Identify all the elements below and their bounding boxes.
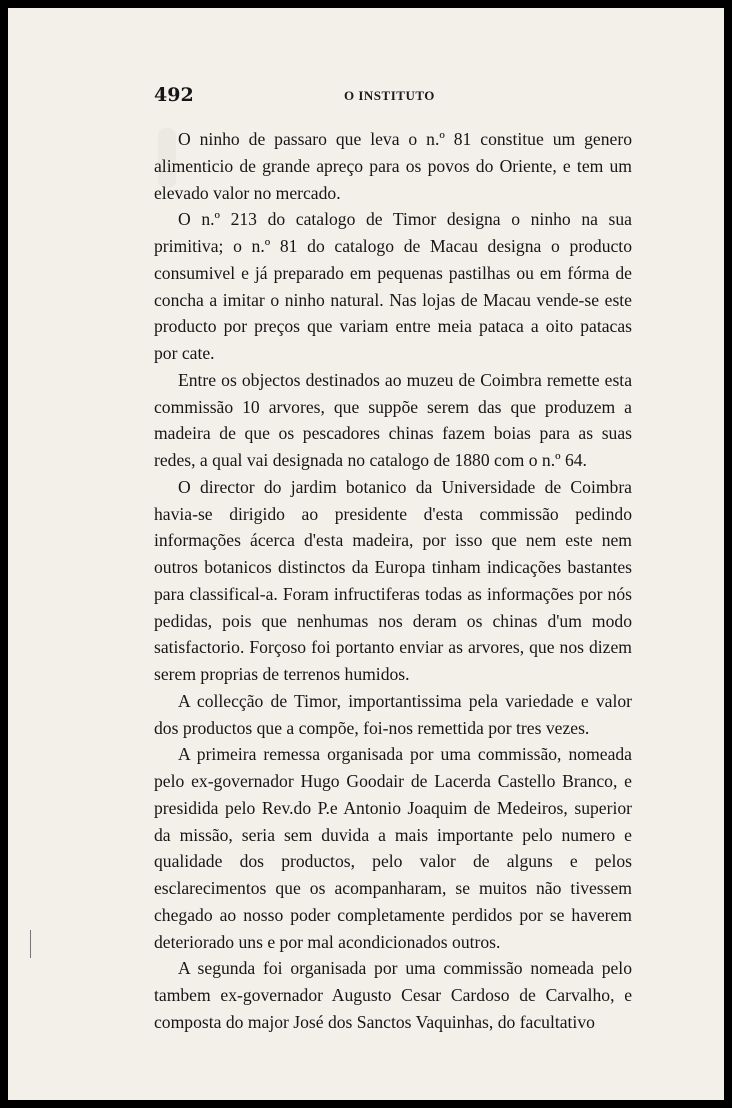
scanned-page — [8, 8, 724, 1100]
paragraph: O n.º 213 do catalogo de Timor designa o ninho na sua primitiva; o n.º 81 do catalogo de Macau designa o producto consumivel e já preparado em pequenas pastilhas ou em fórma de concha a imitar o ninho natural. Nas lojas de Macau vende-se este producto por preços que variam entre meia pataca a oito patacas por cate. — [154, 209, 632, 363]
paragraph: O ninho de passaro que leva o n.º 81 constitue um genero alimenticio de grande apreço para os povos do Oriente, e tem um elevado valor no mercado. — [154, 129, 632, 203]
running-head: O INSTITUTO — [344, 88, 435, 103]
paragraph: O director do jardim botanico da Universidade de Coimbra havia-se dirigido ao presidente d'esta commissão pedindo informações ácerca d'esta madeira, por isso que nem este nem outros botanicos distinctos da Europa tinham indicações bastantes para classifical-a. Foram infructiferas todas as informações por nós pedidas, pois que nenhumas nos deram os chinas d'um modo satisfactorio. Forçoso foi portanto enviar as arvores, que nos dizem serem proprias de terrenos humidos. — [154, 476, 632, 684]
paragraph: A collecção de Timor, importantissima pela variedade e valor dos productos que a compõe, foi-nos remettida por tres vezes. — [154, 690, 632, 738]
body-text — [154, 126, 632, 1036]
page-header — [154, 84, 634, 112]
margin-mark — [30, 930, 31, 958]
page-number: 492 — [154, 84, 194, 106]
paragraph: A primeira remessa organisada por uma commissão, nomeada pelo ex-governador Hugo Goodair de Lacerda Castello Branco, e presidida pelo Rev.do P.e Antonio Joaquim de Medeiros, superior da missão, seria sem duvida a mais importante pelo numero e qualidade dos productos, pelo valor de alguns e pelos esclarecimentos que os acompanharam, se muitos não tivessem chegado ao nosso poder completamente perdidos por se haverem deteriorado uns e por mal acondicionados outros. — [154, 744, 632, 952]
paragraph: A segunda foi organisada por uma commissão nomeada pelo tambem ex-governador Augusto Cesar Cardoso de Carvalho, e composta do major José dos Sanctos Vaquinhas, do facultativo — [154, 958, 632, 1032]
paragraph: Entre os objectos destinados ao muzeu de Coimbra remette esta commissão 10 arvores, que suppõe serem das que produzem a madeira de que os pescadores chinas fazem boias para as suas redes, a qual vai designada no catalogo de 1880 com o n.º 64. — [154, 369, 632, 470]
